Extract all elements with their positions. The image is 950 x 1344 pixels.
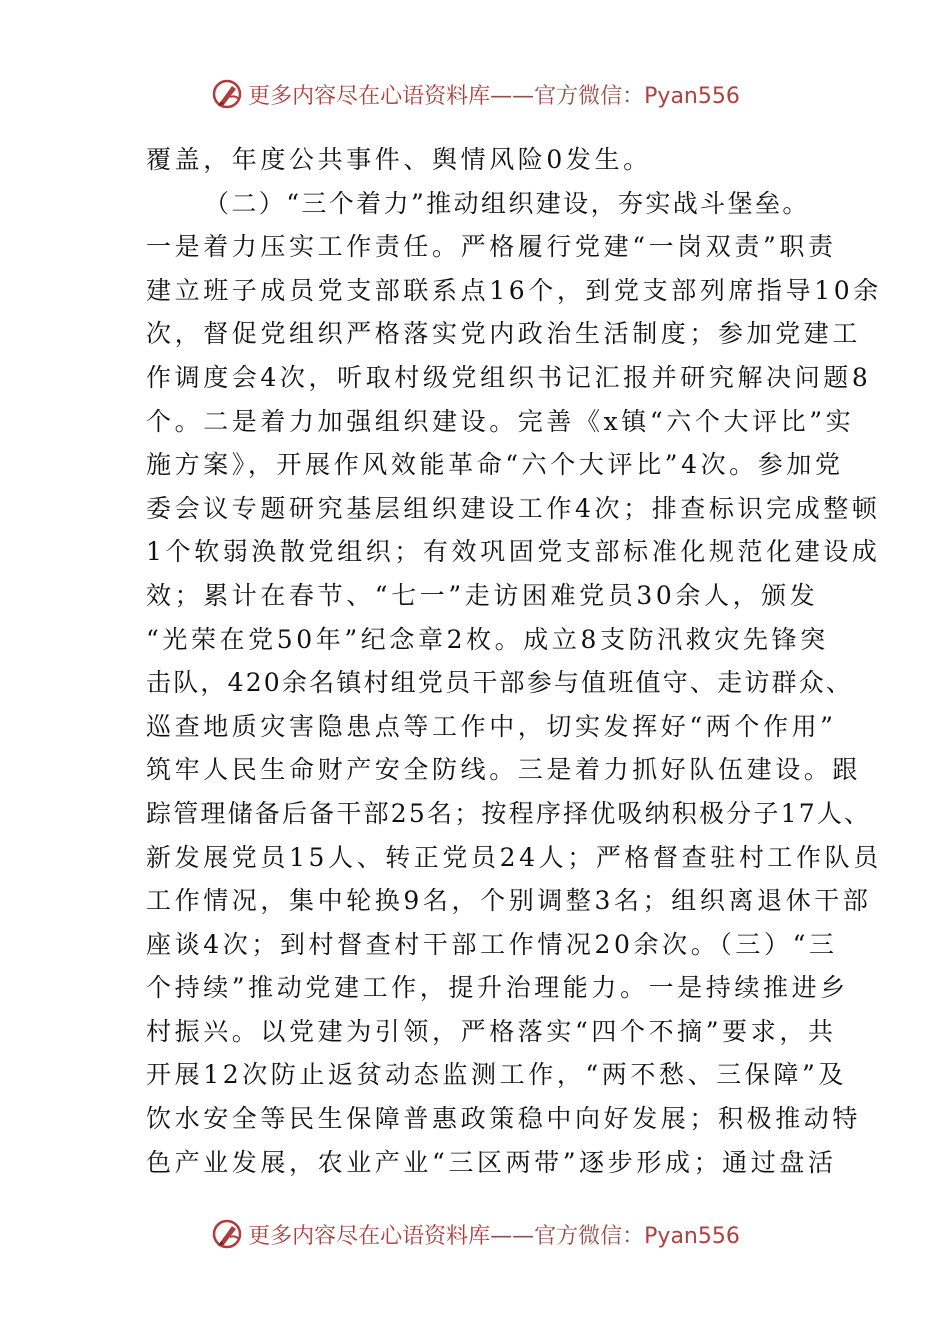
watermark-banner-bottom: [0, 1212, 950, 1256]
text-line: 施方案》，开展作风效能革命“六个大评比”4次。参加党: [146, 450, 844, 480]
text-line: 1个软弱涣散党组织；有效巩固党支部标准化规范化建设成: [146, 537, 881, 567]
pen-logo-icon: [210, 77, 244, 111]
watermark-text: 更多内容尽在心语资料库——官方微信：Pyan556: [248, 1223, 740, 1249]
pen-logo-icon: [210, 1217, 244, 1251]
text-line: 筑牢人民生命财产安全防线。三是着力抓好队伍建设。跟: [146, 755, 862, 785]
text-line: 饮水安全等民生保障普惠政策稳中向好发展；积极推动特: [146, 1104, 862, 1134]
text-line: 开展12次防止返贫动态监测工作，“两不愁、三保障”及: [146, 1060, 847, 1090]
text-line: 次，督促党组织严格落实党内政治生活制度；参加党建工: [146, 319, 862, 349]
text-line: 踪管理储备后备干部25名；按程序择优吸纳积极分子17人、: [146, 798, 872, 828]
text-line: 个。二是着力加强组织建设。完善《x镇“六个大评比”实: [146, 406, 855, 436]
watermark-text: 更多内容尽在心语资料库——官方微信：Pyan556: [248, 83, 740, 109]
text-line: 巡查地质灾害隐患点等工作中，切实发挥好“两个作用”: [146, 711, 837, 741]
text-line: “光荣在党50年”纪念章2枚。成立8支防汛救灾先锋突: [146, 624, 829, 654]
document-body: [146, 138, 882, 1184]
watermark-banner-top: [0, 72, 950, 116]
text-line: 作调度会4次，听取村级党组织书记汇报并研究解决问题8: [146, 362, 872, 392]
text-line: 覆盖，年度公共事件、舆情风险0发生。: [146, 145, 652, 174]
text-line: 一是着力压实工作责任。严格履行党建“一岗双责”职责: [146, 232, 837, 262]
text-line: 建立班子成员党支部联系点16个，到党支部列席指导10余: [146, 275, 882, 305]
text-line: （二）“三个着力”推动组织建设，夯实战斗堡垒。: [204, 188, 810, 218]
text-line: 效；累计在春节、“七一”走访困难党员30余人，颁发: [146, 580, 819, 610]
text-line: 委会议专题研究基层组织建设工作4次；排查标识完成整顿: [146, 493, 881, 523]
text-line: 色产业发展，农业产业“三区两带”逐步形成；通过盘活: [146, 1147, 837, 1177]
text-line: 击队，420余名镇村组党员干部参与值班值守、走访群众、: [146, 668, 854, 698]
text-line: 工作情况，集中轮换9名，个别调整3名；组织离退休干部: [146, 886, 872, 916]
text-line: 村振兴。以党建为引领，严格落实“四个不摘”要求，共: [146, 1016, 837, 1046]
text-line: 个持续”推动党建工作，提升治理能力。一是持续推进乡: [146, 973, 849, 1003]
text-line: 新发展党员15人、转正党员24人；严格督查驻村工作队员: [146, 842, 882, 872]
text-line: 座谈4次；到村督查村干部工作情况20余次。（三）“三: [146, 929, 838, 959]
